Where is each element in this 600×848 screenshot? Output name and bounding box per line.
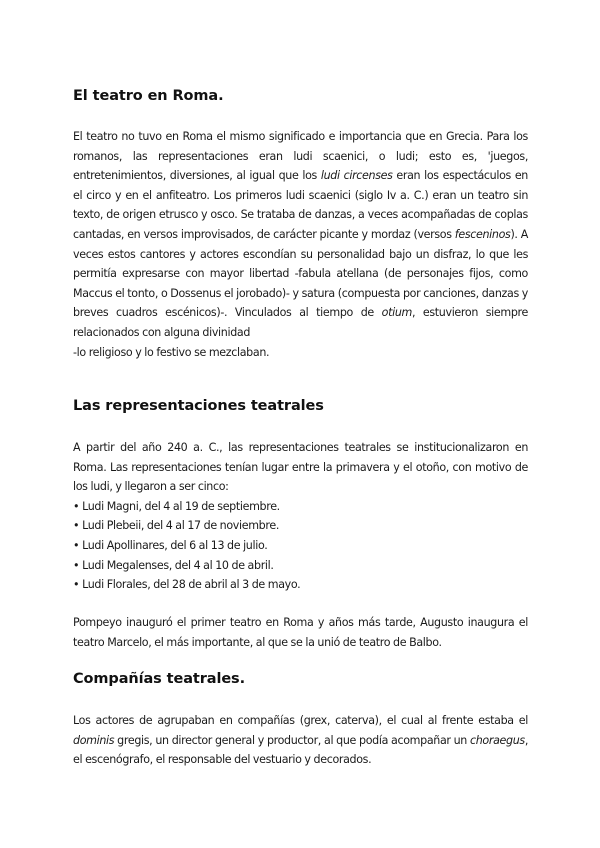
text-run: El teatro no tuvo en Roma el mismo significado e importancia que en Grecia. Para los romanos, las representaciones eran ludi scaenici, o ludi; esto es, 'juegos, entretenimientos, diversiones, al igual que los bbox=[73, 130, 528, 183]
emphasis-ludi-circenses: ludi circenses bbox=[320, 169, 393, 183]
representaciones-body bbox=[73, 438, 528, 595]
emphasis-fesceninos: fesceninos bbox=[454, 227, 511, 241]
list-item: • Ludi Plebeii, del 4 al 17 de noviembre. bbox=[73, 516, 528, 536]
text-run: ). A veces estos cantores y actores escondían su personalidad bajo un disfraz, lo que les permitía expresarse con mayor libertad -fabula atellana (de personajes fijos, como Maccus el tonto, o Dossenus el jorobado)- y satura (compuesta por canciones, danzas y breves cuadros escénicos)-. Vinculados al tiempo de bbox=[73, 227, 528, 320]
text-run: , el escenógrafo, el responsable del vestuario y decorados. bbox=[73, 733, 528, 767]
text-run: , estuvieron siempre relacionados con alguna divinidad bbox=[73, 306, 528, 339]
text-run: gregis, un director general y productor, al que podía acompañar un bbox=[114, 733, 470, 747]
list-item: • Ludi Megalenses, del 4 al 10 de abril. bbox=[73, 556, 528, 576]
list-item: • Ludi Apollinares, del 6 al 13 de julio. bbox=[73, 536, 528, 556]
paragraph-representaciones-intro: A partir del año 240 a. C., las representaciones teatrales se institucionalizaron en Roma. Las representaciones tenían lugar entre la primavera y el otoño, con motivo de los ludi, y llegaron a ser cinco: bbox=[73, 441, 528, 494]
emphasis-dominis: dominis bbox=[73, 733, 115, 747]
list-item: • Ludi Magni, del 4 al 19 de septiembre. bbox=[73, 497, 528, 517]
paragraph-teatro-roma bbox=[73, 127, 528, 362]
ludi-list bbox=[73, 497, 528, 595]
paragraph-companias bbox=[73, 711, 528, 770]
text-run: eran los espectáculos en el circo y en el anfiteatro. Los primeros ludi scaenici (siglo Iv a. C.) eran un teatro sin texto, de origen etrusco y osco. Se trataba de danzas, a veces acompañadas de coplas cantadas, en versos improvisados, de carácter picante y mordaz (versos bbox=[73, 169, 528, 241]
section-title-companias: Compañías teatrales. bbox=[73, 671, 245, 687]
list-item: • Ludi Florales, del 28 de abril al 3 de mayo. bbox=[73, 575, 528, 595]
text-run-last-line: -lo religioso y lo festivo se mezclaban. bbox=[73, 345, 270, 359]
text-run: Los actores de agrupaban en compañías (grex, caterva), el cual al frente estaba el bbox=[73, 714, 528, 727]
emphasis-otium: otium bbox=[381, 306, 412, 320]
section-title-teatro-roma: El teatro en Roma. bbox=[73, 88, 224, 104]
emphasis-choraegus: choraegus bbox=[470, 733, 525, 747]
section-title-representaciones: Las representaciones teatrales bbox=[73, 398, 324, 414]
paragraph-pompeyo: Pompeyo inauguró el primer teatro en Roma y años más tarde, Augusto inaugura el teatro Marcelo, el más importante, al que se la unió de teatro de Balbo. bbox=[73, 616, 528, 649]
